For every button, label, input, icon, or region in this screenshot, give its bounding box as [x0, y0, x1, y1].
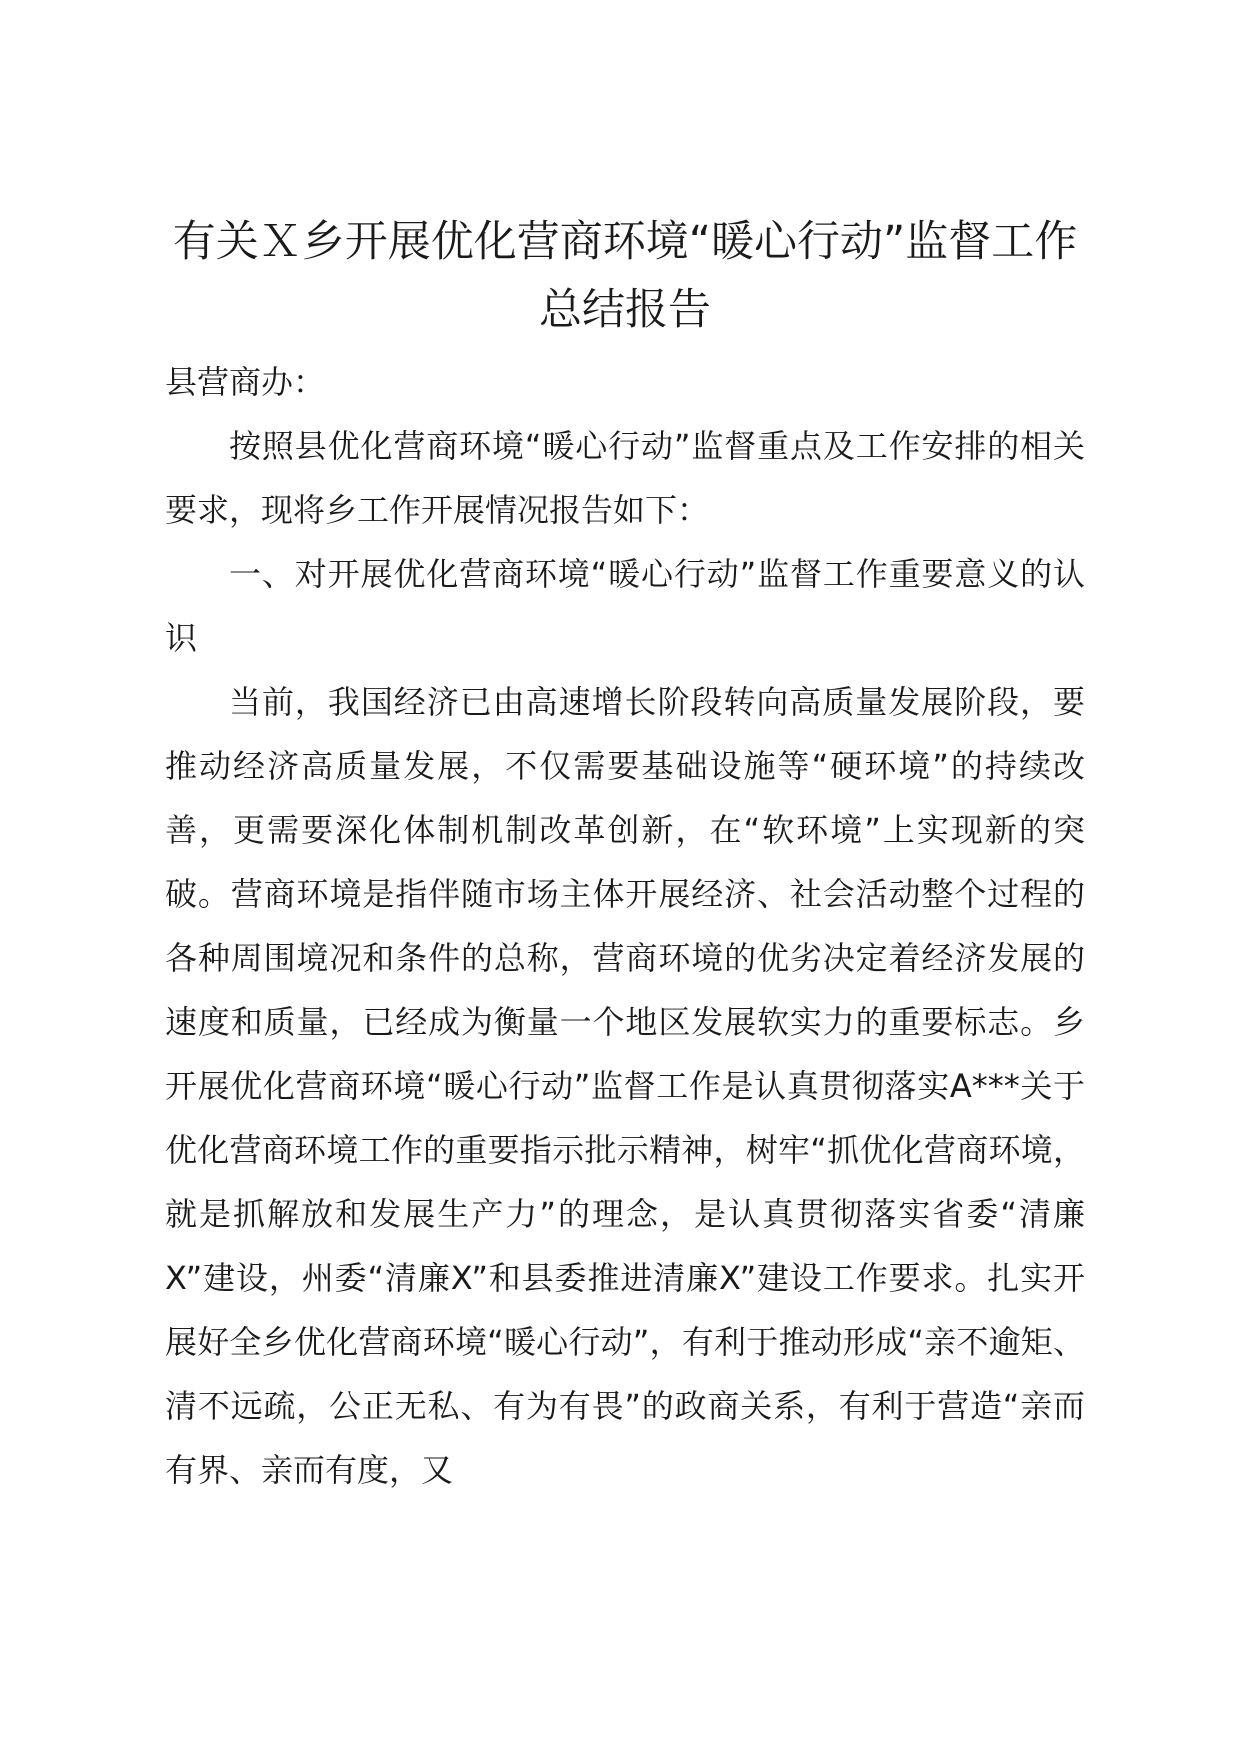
salutation: 县营商办： — [165, 363, 326, 401]
document-body — [165, 208, 1085, 1502]
document-title: 有关Ｘ乡开展优化营商环境“暖心行动”监督工作总结报告 — [172, 217, 1078, 335]
paragraph-body: 当前，我国经济已由高速增长阶段转向高质量发展阶段，要推动经济高质量发展，不仅需要基础设施等“硬环境”的持续改善，更需要深化体制机制改革创新，在“软环境”上实现新的突破。营商环境是指伴随市场主体开展经济、社会活动整个过程的各种周围境况和条件的总称，营商环境的优劣决定着经济发展的速度和质量，已经成为衡量一个地区发展软实力的重要标志。乡开展优化营商环境“暖心行动”监督工作是认真贯彻落实A***关于优化营商环境工作的重要指示批示精神，树牢“抓优化营商环境，就是抓解放和发展生产力”的理念，是认真贯彻落实省委“清廉X”建设，州委“清廉X”和县委推进清廉X”建设工作要求。扎实开展好全乡优化营商环境“暖心行动”，有利于推动形成“亲不逾矩、清不远疏，公正无私、有为有畏”的政商关系，有利于营造“亲而有界、亲而有度，又 — [165, 683, 1085, 1489]
section-heading-1: 一、对开展优化营商环境“暖心行动”监督工作重要意义的认识 — [165, 555, 1085, 657]
paragraph-intro: 按照县优化营商环境“暖心行动”监督重点及工作安排的相关要求，现将乡工作开展情况报告如下： — [165, 427, 1085, 529]
